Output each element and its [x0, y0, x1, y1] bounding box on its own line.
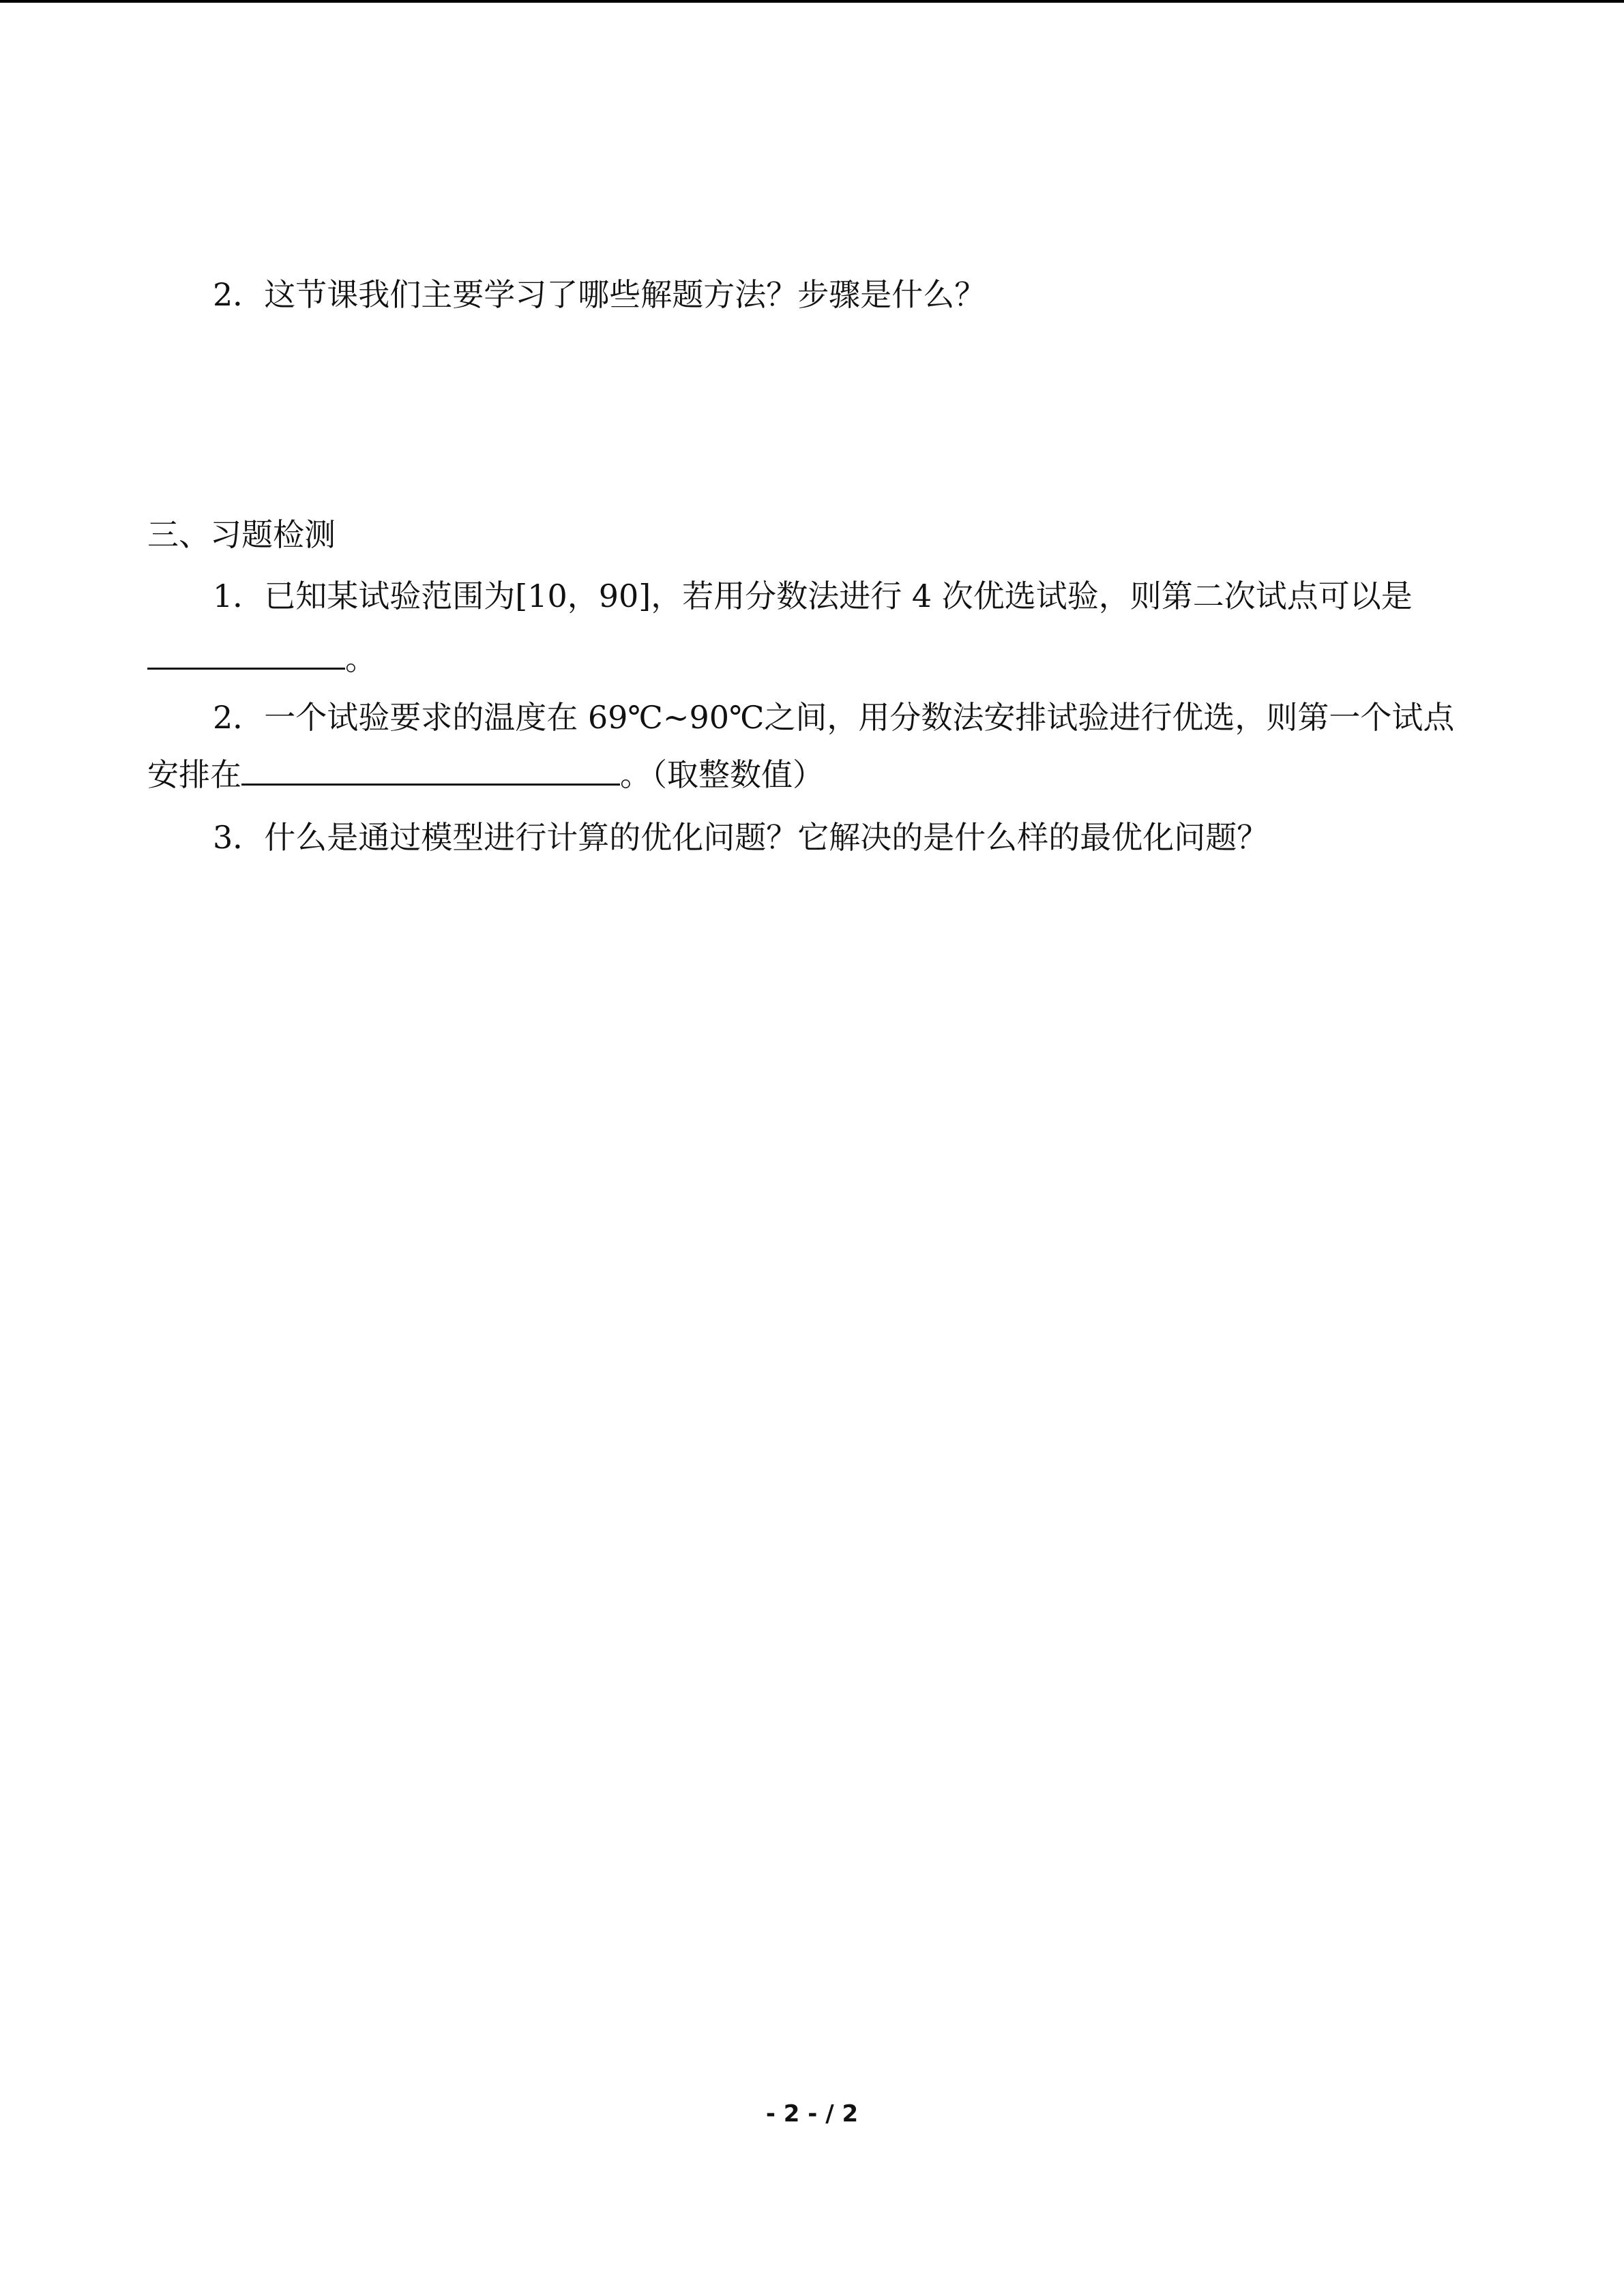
summary-question-2 [213, 274, 986, 315]
page-number: - 2 - / 2 [765, 2100, 859, 2128]
exercise-question-3-text: 什么是通过模型进行计算的优化问题？它解决的是什么样的最优化问题？ [264, 819, 1269, 856]
exercise-question-2 [213, 697, 1454, 738]
top-border-line [0, 0, 1624, 3]
exercise-question-1-answer-line [147, 638, 377, 679]
exercise-question-2-continuation: 安排在 [147, 756, 241, 793]
exercise-question-2-text: 一个试验要求的温度在 69℃~90℃之间，用分数法安排试验进行优选，则第一个试点 [264, 699, 1455, 736]
exercise-question-3-number: 3． [213, 819, 265, 856]
exercise-question-1 [213, 576, 1413, 616]
summary-question-2-text: 这节课我们主要学习了哪些解题方法？步骤是什么？ [264, 276, 986, 313]
summary-question-2-number: 2． [213, 276, 265, 313]
exercise-question-3 [213, 817, 1268, 858]
exercise-question-1-after-blank: 。 [345, 640, 377, 677]
exercises-heading: 三、习题检测 [147, 516, 336, 553]
answer-blank-2[interactable] [241, 754, 620, 786]
exercise-question-2-after-blank: 。（取整数值） [620, 756, 824, 793]
exercise-question-2-answer-line [147, 754, 824, 795]
exercise-question-1-number: 1． [213, 578, 265, 614]
exercise-question-1-text: 已知某试验范围为[10，90]，若用分数法进行 4 次优选试验，则第二次试点可以是 [264, 578, 1413, 614]
exercise-question-2-number: 2． [213, 699, 265, 736]
answer-blank-1[interactable] [147, 638, 345, 670]
